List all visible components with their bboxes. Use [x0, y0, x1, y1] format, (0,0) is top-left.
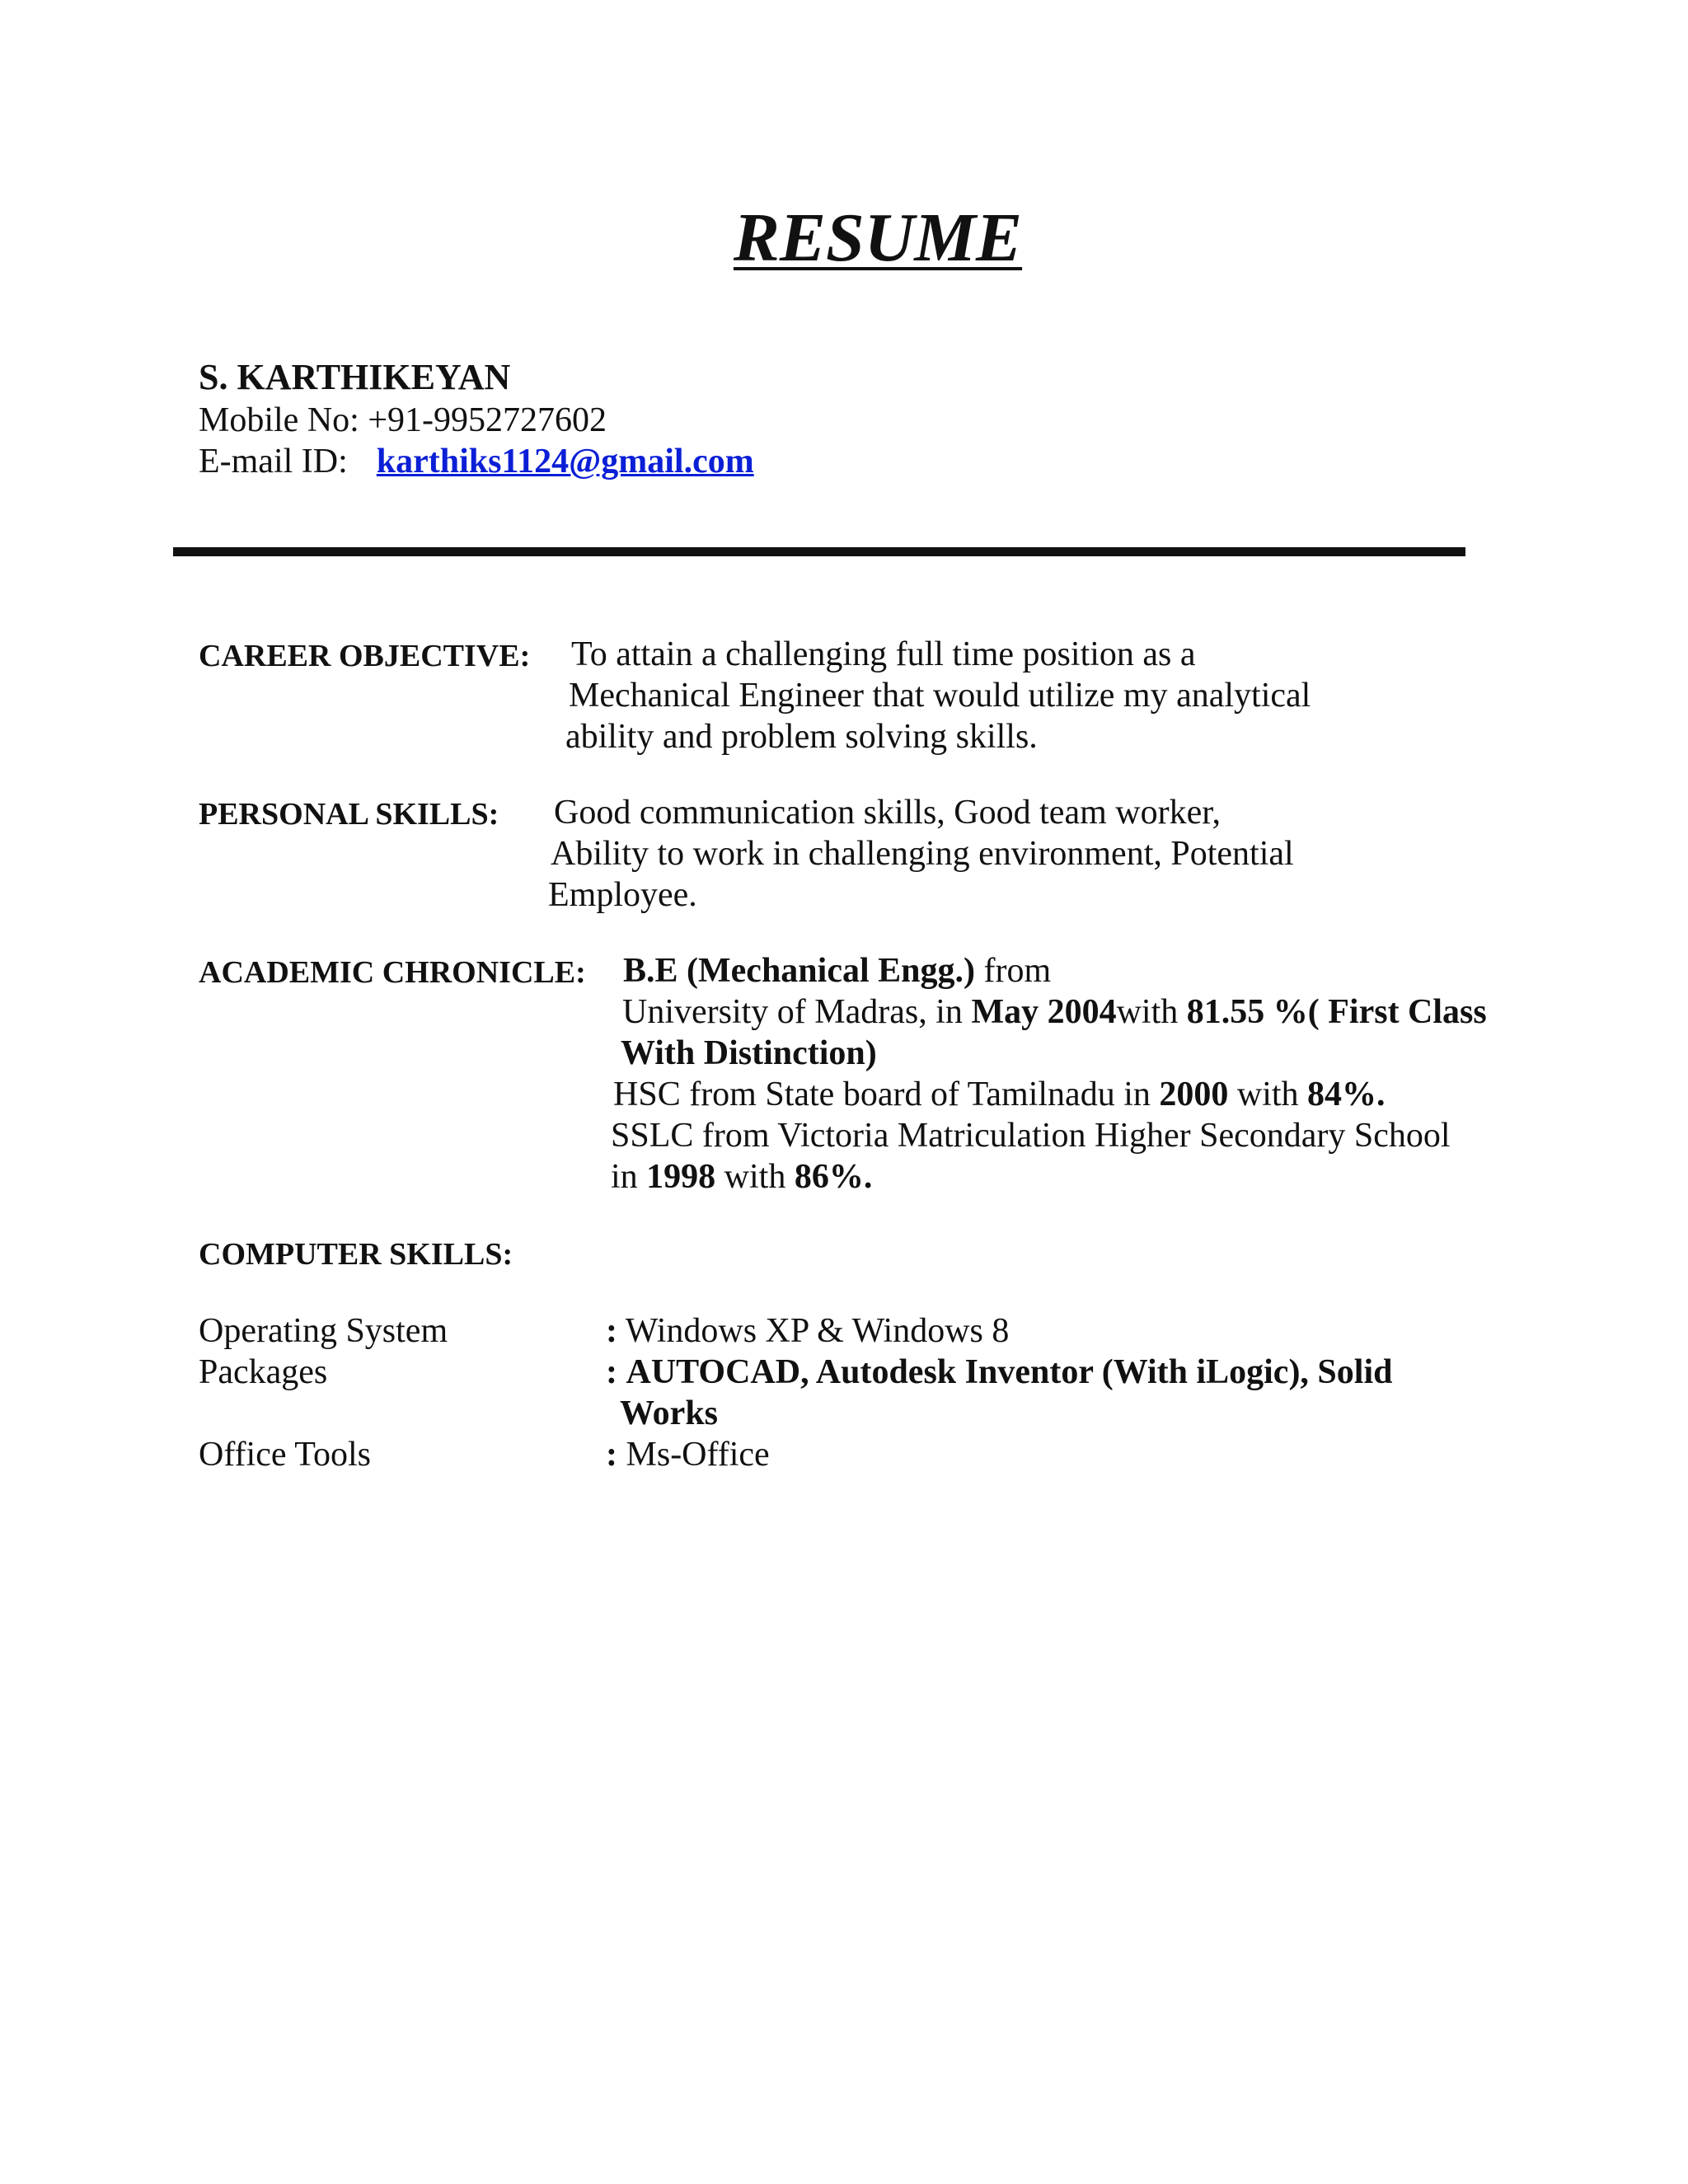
skill-row-label: Office Tools [199, 1436, 371, 1474]
skill-row-label: Operating System [199, 1312, 448, 1350]
degree-suffix: from [983, 952, 1052, 990]
hsc-score: 84%. [1307, 1076, 1386, 1113]
candidate-name: S. KARTHIKEYAN [199, 357, 511, 397]
email-link[interactable]: karthiks1124@gmail.com [376, 443, 754, 480]
packages-value: AUTOCAD, Autodesk Inventor (With iLogic), Solid [626, 1353, 1393, 1391]
hsc-prefix: HSC from State board of Tamilnadu in [613, 1076, 1151, 1113]
academic-hsc-line [613, 1075, 1386, 1114]
academic-degree-line [623, 951, 1051, 991]
career-objective-label: CAREER OBJECTIVE: [199, 639, 531, 673]
personal-skills-line: Good communication skills, Good team worker, [554, 794, 1221, 832]
operating-system-value: Windows XP & Windows 8 [625, 1312, 1010, 1350]
career-objective-line: ability and problem solving skills. [565, 718, 1038, 756]
header-divider [173, 547, 1465, 556]
sslc-year: 1998 [646, 1158, 716, 1196]
sslc-with: with [724, 1158, 786, 1196]
hsc-year: 2000 [1159, 1076, 1229, 1113]
personal-skills-line: Employee. [548, 876, 697, 914]
university-prefix: University of Madras, in [622, 993, 963, 1031]
personal-skills-line: Ability to work in challenging environment, Potential [551, 835, 1294, 873]
academic-sslc-line: SSLC from Victoria Matriculation Higher Secondary School [611, 1117, 1451, 1155]
university-score: 81.55 %( First Class [1186, 993, 1487, 1031]
resume-title: RESUME [733, 199, 1023, 276]
mobile-value: +91-9952727602 [368, 401, 607, 439]
career-objective-line: To attain a challenging full time position as a [571, 635, 1196, 673]
skill-row-label: Packages [199, 1353, 328, 1391]
email-label: E-mail ID: [199, 443, 348, 480]
academic-chronicle-label: ACADEMIC CHRONICLE: [199, 955, 586, 990]
skill-colon: : [606, 1353, 617, 1391]
degree-name: B.E (Mechanical Engg.) [623, 952, 975, 990]
university-with: with [1116, 993, 1179, 1031]
academic-distinction-line: With Distinction) [621, 1034, 877, 1072]
skill-row-value [606, 1311, 1009, 1351]
skill-row-value [606, 1352, 1393, 1392]
computer-skills-label: COMPUTER SKILLS: [199, 1237, 513, 1272]
skill-row-value [606, 1435, 770, 1474]
hsc-with: with [1236, 1076, 1299, 1113]
office-tools-value: Ms-Office [626, 1436, 770, 1474]
career-objective-line: Mechanical Engineer that would utilize my analytical [569, 677, 1311, 715]
mobile-line [199, 401, 607, 440]
mobile-label: Mobile No: [199, 401, 359, 439]
personal-skills-label: PERSONAL SKILLS: [199, 797, 499, 832]
university-date: May 2004 [971, 993, 1117, 1031]
skill-colon: : [606, 1436, 617, 1474]
sslc-in: in [611, 1158, 638, 1196]
skill-colon: : [606, 1312, 617, 1350]
academic-university-line [622, 992, 1487, 1032]
packages-value-continued: Works [620, 1394, 719, 1432]
sslc-score: 86%. [794, 1158, 873, 1196]
academic-sslc-year-line [611, 1157, 872, 1197]
email-line [199, 442, 754, 481]
